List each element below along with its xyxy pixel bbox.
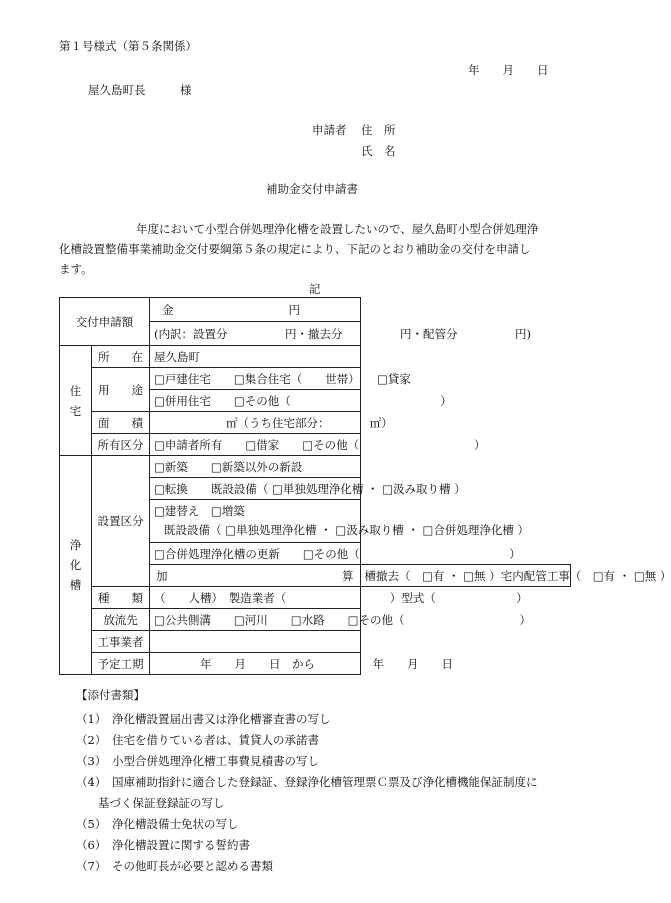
kasan-value[interactable]: 槽撤去（ □有 ・ □無 ）宅内配管工事（ □有 ・ □無 ） [360,565,571,587]
setchi-label: 設置区分 [92,456,150,587]
kofu-label-cell: 交付申請額 [60,298,150,346]
body-line-2: 化槽設置整備事業補助金交付要綱第５条の規定により、下記のとおり補助金の交付を申請し [59,242,531,256]
shozai-value[interactable]: 屋久島町 [150,346,361,368]
horyu-label: 放流先 [92,609,150,631]
yotei-label: 予定工期 [92,653,150,675]
attachment-item: （7） その他町長が必要と認める書類 [76,859,273,873]
attachment-item: （4） 国庫補助指針に適合した登録証、登録浄化槽管理票Ｃ票及び浄化槽機能保証制度に [76,775,538,789]
shurui-value[interactable]: （ 人槽） 製造業者（ ）型式（ ） [150,587,361,609]
attachment-item: （3） 小型合併処理浄化槽工事費見積書の写し [76,754,319,768]
application-table [59,297,671,675]
setchi-line-4: 既設設備（ □単独処理浄化槽 ・ □汲み取り槽 ・ □合併処理浄化槽 ） [164,523,530,537]
koji-value[interactable] [150,631,361,653]
document-title: 補助金交付申請書 [266,182,358,196]
breakdown-field[interactable]: (内訳：設置分 円・撤去分 円・配管分 円) [150,322,361,346]
shurui-label: 種 類 [92,587,150,609]
attachment-item: （2） 住宅を借りている者は、賃貸人の承諾書 [76,733,319,747]
jokaso-category: 浄 化 槽 [60,456,92,675]
setchi-line-3: □建替え □増築 [154,504,245,518]
ki-marker: 記 [309,282,321,296]
attachment-item: （1） 浄化槽設置届出書又は浄化槽審査書の写し [76,712,331,726]
body-line-1: 年度において小型合併処理浄化槽を設置したいので、屋久島町小型合併処理浄 [136,222,539,236]
addressee: 屋久島町長 様 [88,83,192,97]
koji-label: 工事業者 [92,631,150,653]
name-label: 氏 名 [361,144,396,158]
attachment-item-continuation: 基づく保証登録証の写し [98,796,225,810]
yoto-line-1[interactable]: □戸建住宅 □集合住宅（ 世帯） □貸家 [150,368,361,390]
shozai-label: 所 在 [92,346,150,368]
yoto-label: 用 途 [92,368,150,412]
kasan-label: 加 算 [150,565,361,587]
applicant-label: 申請者 [312,123,347,137]
date-line: 年 月 日 [468,63,549,77]
attachment-item: （5） 浄化槽設備士免状の写し [76,817,239,831]
kin-field[interactable]: 金 円 [150,298,361,322]
shoyu-label: 所有区分 [92,434,150,456]
menseki-value[interactable]: ㎡（うち住宅部分： ㎡） [150,412,361,434]
setchi-rebuild-field[interactable] [150,500,530,543]
attachment-item: （6） 浄化槽設置に関する誓約書 [76,838,250,852]
setchi-line-2[interactable]: □転換 既設設備（ □単独処理浄化槽 ・ □汲み取り槽 ） [150,478,361,500]
setchi-line-5[interactable]: □合併処理浄化槽の更新 □その他（ ） [150,543,361,565]
attachments-heading: 【添付書類】 [76,688,145,702]
setchi-line-1[interactable]: □新築 □新築以外の新設 [150,456,361,478]
yotei-value[interactable]: 年 月 日 から 年 月 日 [150,653,361,675]
address-label: 住 所 [361,123,396,137]
body-line-3: ます。 [59,262,93,276]
menseki-label: 面 積 [92,412,150,434]
shoyu-value[interactable]: □申請者所有 □借家 □その他（ ） [150,434,361,456]
yoto-line-2[interactable]: □併用住宅 □その他（ ） [150,390,361,412]
form-number: 第１号様式（第５条関係） [59,39,197,53]
jutaku-category: 住 宅 [60,346,92,456]
horyu-value[interactable]: □公共側溝 □河川 □水路 □その他（ ） [150,609,361,631]
